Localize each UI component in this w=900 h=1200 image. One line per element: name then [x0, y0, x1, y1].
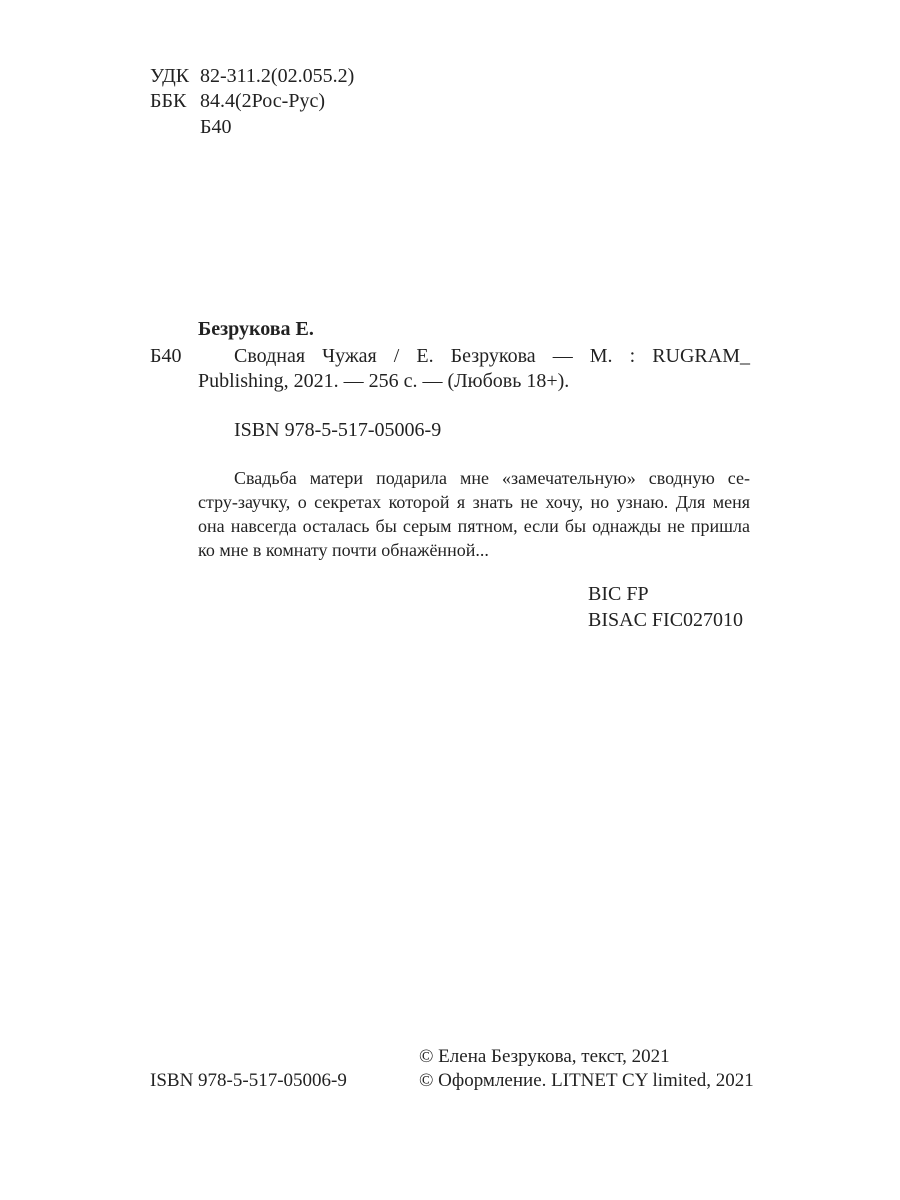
- author-name: Безрукова Е.: [198, 318, 314, 340]
- copyright-design: © Оформление. LITNET CY limited, 2021: [419, 1070, 754, 1091]
- annotation-line: Свадьба матери подарила мне «замечательную» сводную се-: [234, 468, 750, 488]
- annotation-line: стру-заучку, о секретах которой я знать не хочу, но узнаю. Для меня: [198, 492, 750, 512]
- bbk-label: ББК: [150, 90, 187, 112]
- isbn-record: ISBN 978-5-517-05006-9: [234, 419, 442, 441]
- bic-code: BIC FP: [588, 583, 649, 605]
- subject-codes: [588, 581, 743, 633]
- annotation-line: она навсегда осталась бы серым пятном, если бы однажды не пришла: [198, 516, 750, 536]
- publication-details: Publishing, 2021. — 256 с. — (Любовь 18+).: [198, 370, 570, 392]
- udk-value: 82-311.2(02.055.2): [200, 65, 355, 87]
- record-author-mark: Б40: [150, 345, 182, 367]
- annotation: [198, 466, 750, 562]
- title-line: Сводная Чужая / Е. Безрукова — М. : RUGRAM_: [234, 345, 750, 367]
- copyright-text: © Елена Безрукова, текст, 2021: [419, 1046, 670, 1067]
- classification-author-mark: Б40: [200, 116, 232, 138]
- bisac-code: BISAC FIC027010: [588, 609, 744, 631]
- udk-label: УДК: [150, 65, 190, 87]
- isbn-footer: ISBN 978-5-517-05006-9: [150, 1070, 347, 1091]
- udk-line: [150, 64, 354, 88]
- bbk-value: 84.4(2Рос-Рус): [200, 90, 325, 112]
- copyright-block: [419, 1045, 754, 1093]
- bbk-line: [150, 89, 325, 113]
- annotation-line: ко мне в комнату почти обнажённой...: [198, 540, 489, 560]
